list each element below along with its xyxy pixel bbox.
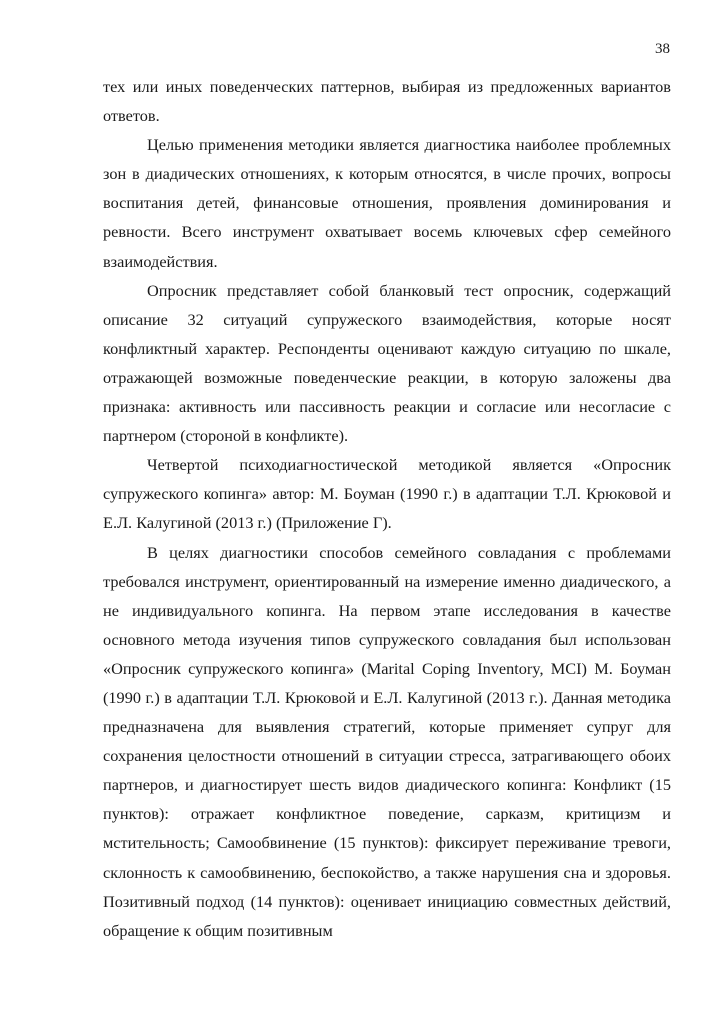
paragraph-fourth-method: Четвертой психодиагностической методикой является «Опросник супружеского копинга» автор: М. Боуман (1990 г.) в адаптации Т.Л. Крюковой и Е.Л. Калугиной (2013 г.) (Приложение Г). — [103, 455, 671, 533]
paragraph-method-purpose: Целью применения методики является диагностика наиболее проблемных зон в диадических отношениях, к которым относятся, в числе прочих, вопросы воспитания детей, финансовые отношения, проявления доминирования и ревности. Всего инструмент охватывает восемь ключевых сфер семейного взаимодействия. — [103, 135, 671, 271]
page-number: 38 — [655, 41, 670, 57]
document-body — [103, 72, 671, 945]
paragraph-questionnaire-description: Опросник представляет собой бланковый тест опросник, содержащий описание 32 ситуаций супружеского взаимодействия, которые носят конфликтный характер. Респонденты оценивают каждую ситуацию по шкале, отражающей возможные поведенческие реакции, в которую заложены два признака: активность или пассивность реакции и согласие или несогласие с партнером (стороной в конфликте). — [103, 280, 671, 446]
paragraph-continuation: тех или иных поведенческих паттернов, выбирая из предложенных вариантов ответов. — [103, 77, 671, 126]
paragraph-coping-inventory: В целях диагностики способов семейного совладания с проблемами требовался инструмент, ориентированный на измерение именно диадического, а не индивидуального копинга. На первом этапе исследования в качестве основного метода изучения типов супружеского совладания был использован «Опросник супружеского копинга» (Marital Coping Inventory, MCI) М. Боуман (1990 г.) в адаптации Т.Л. Крюковой и Е.Л. Калугиной (2013 г.). Данная методика предназначена для выявления стратегий, которые применяет супруг для сохранения целостности отношений в ситуации стресса, затрагивающего обоих партнеров, и диагностирует шесть видов диадического копинга: Конфликт (15 пунктов): отражает конфликтное поведение, сарказм, критицизм и мстительность; Самообвинение (15 пунктов): фиксирует переживание тревоги, склонность к самообвинению, беспокойство, а также нарушения сна и здоровья. Позитивный подход (14 пунктов): оценивает инициацию совместных действий, обращение к общим позитивным — [103, 542, 671, 940]
